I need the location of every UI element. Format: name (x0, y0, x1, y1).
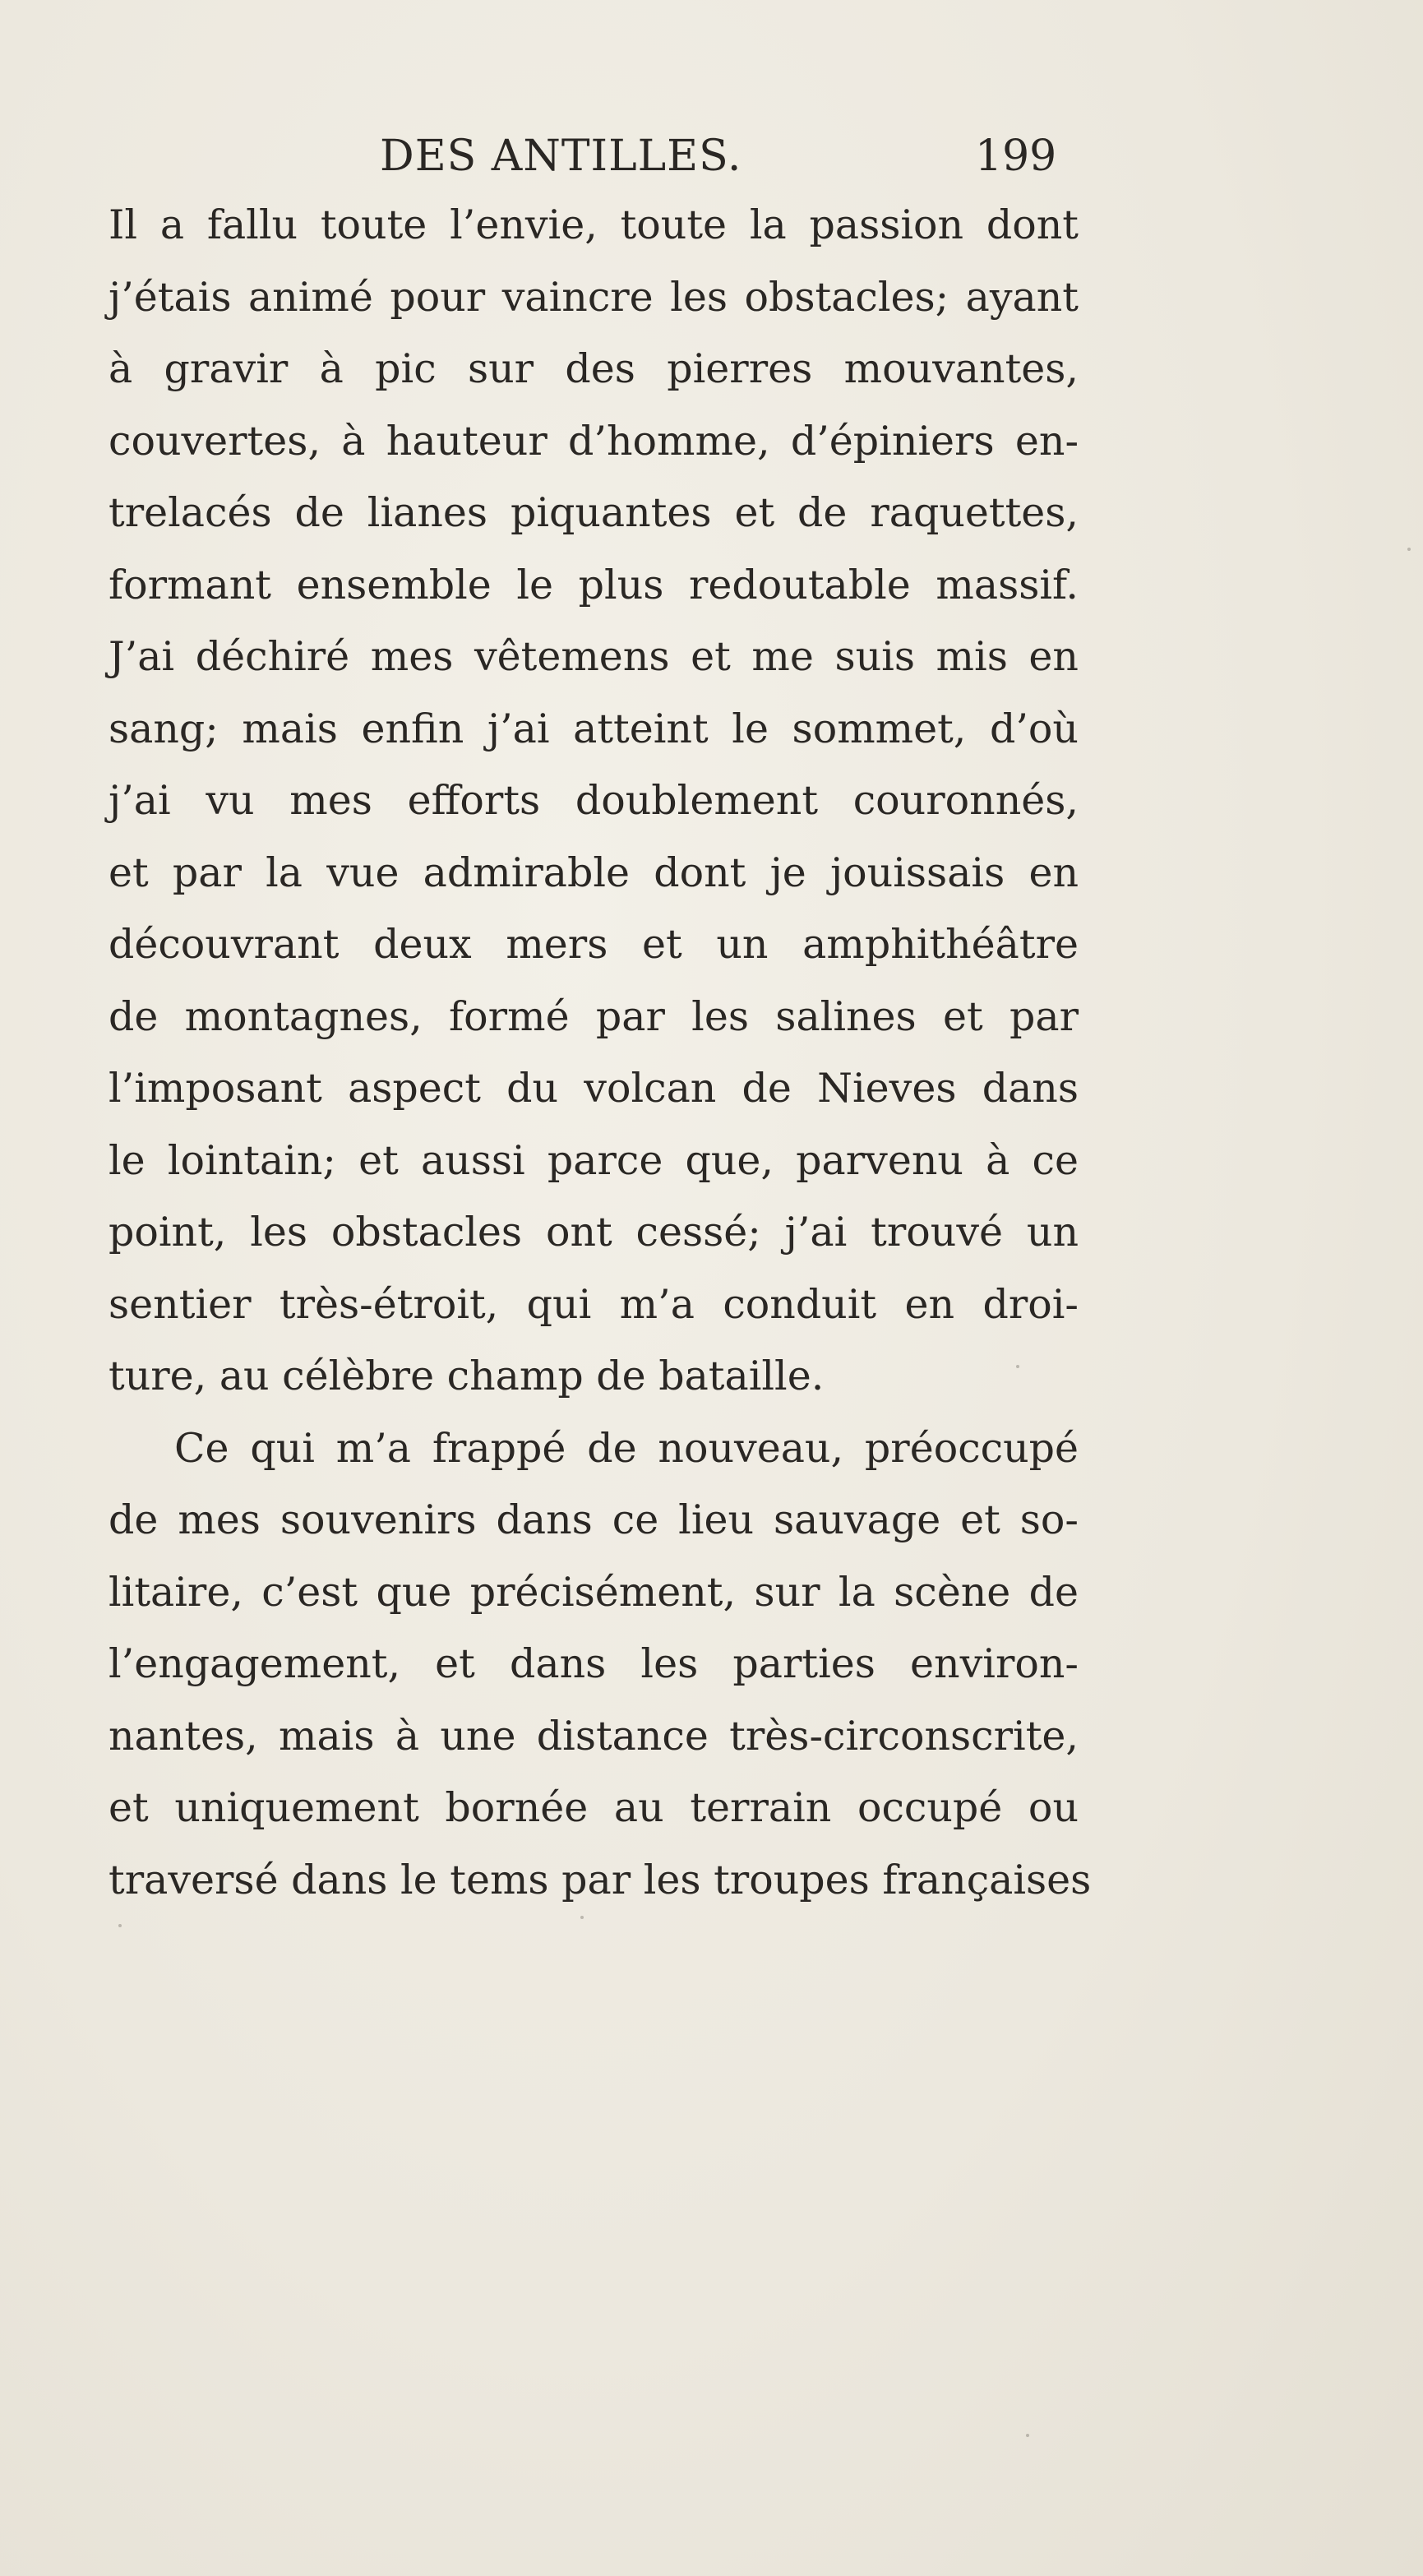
text-line: sentier très-étroit, qui m’a conduit en droi- (109, 1280, 1079, 1328)
text-line: Ce qui m’a frappé de nouveau, préoccupé (174, 1424, 1079, 1472)
text-line: ture, au célèbre champ de bataille. (109, 1353, 825, 1399)
text-line: couvertes, à hauteur d’homme, d’épiniers en- (109, 417, 1079, 465)
text-line: de montagnes, formé par les salines et par (109, 992, 1079, 1040)
paper-speck (580, 1916, 584, 1919)
text-line: l’engagement, et dans les parties environ- (109, 1640, 1079, 1687)
text-line: litaire, c’est que précisément, sur la scène de (109, 1568, 1079, 1616)
text-line: à gravir à pic sur des pierres mouvantes, (109, 345, 1079, 392)
text-line: et par la vue admirable dont je jouissais en (109, 849, 1079, 896)
text-line: le lointain; et aussi parce que, parvenu à ce (109, 1136, 1079, 1184)
text-line: point, les obstacles ont cessé; j’ai trouvé un (109, 1209, 1079, 1256)
paper-speck (1407, 548, 1411, 551)
page-number: 199 (975, 132, 1057, 181)
text-line: traversé dans le tems par les troupes françaises (109, 1856, 1092, 1903)
paper-speck (118, 1924, 122, 1927)
text-line: et uniquement bornée au terrain occupé ou (109, 1784, 1079, 1831)
paragraph-1 (109, 189, 1079, 1413)
text-line: Il a fallu toute l’envie, toute la passion dont (109, 201, 1079, 248)
text-line: sang; mais enfin j’ai atteint le sommet, d’où (109, 705, 1079, 752)
text-line: l’imposant aspect du volcan de Nieves dans (109, 1065, 1079, 1112)
page-header (0, 123, 1423, 189)
running-title: DES ANTILLES. (380, 132, 742, 181)
text-line: trelacés de lianes piquantes et de raquettes, (109, 489, 1079, 536)
paragraph-2 (109, 1413, 1092, 1917)
paper-speck (1016, 1365, 1019, 1368)
text-line: de mes souvenirs dans ce lieu sauvage et so- (109, 1496, 1079, 1543)
text-line: j’étais animé pour vaincre les obstacles; ayant (109, 273, 1079, 321)
text-body (109, 189, 1092, 1916)
text-line: découvrant deux mers et un amphithéâtre (109, 921, 1079, 968)
text-line: J’ai déchiré mes vêtemens et me suis mis en (109, 633, 1079, 680)
text-line: j’ai vu mes efforts doublement couronnés, (109, 777, 1079, 824)
text-line: nantes, mais à une distance très-circonscrite, (109, 1712, 1079, 1760)
text-line: formant ensemble le plus redoutable massif. (109, 561, 1079, 608)
paper-speck (1026, 2434, 1029, 2437)
